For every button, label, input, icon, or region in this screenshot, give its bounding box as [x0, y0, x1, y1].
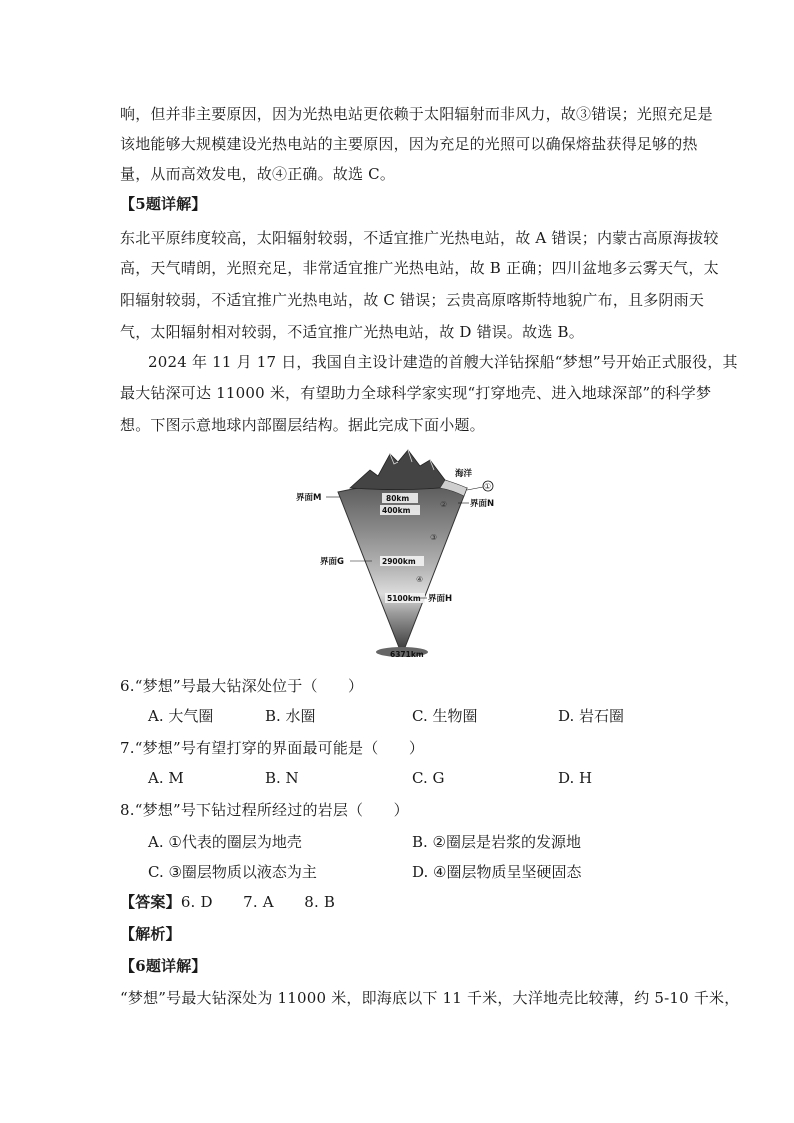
layer-2-marker: ② — [440, 500, 448, 509]
paragraph-line: 量，从而高效发电，故④正确。故选 C。 — [120, 165, 396, 183]
boundary-h-label: 界面H — [428, 594, 453, 604]
question-7-stem: 7.“梦想”号有望打穿的界面最可能是（ ） — [120, 739, 425, 757]
question-7-option-a: A. M — [148, 769, 184, 787]
question-8-option-a: A. ①代表的圈层为地壳 — [148, 833, 302, 851]
question-7-option-b: B. N — [265, 769, 299, 787]
intro-line: 想。下图示意地球内部圈层结构。据此完成下面小题。 — [120, 416, 485, 434]
paragraph-line: 高，天气晴朗，光照充足，非常适宜推广光热电站，故 B 正确；四川盆地多云雾天气，太 — [120, 259, 719, 277]
question-8-option-c: C. ③圈层物质以液态为主 — [148, 863, 317, 881]
question-8-stem: 8.“梦想”号下钻过程所经过的岩层（ ） — [120, 801, 409, 819]
answer-text: 6. D 7. A 8. B — [180, 893, 336, 911]
depth-2900-label: 2900km — [382, 557, 416, 566]
boundary-m-label: 界面M — [296, 493, 322, 503]
question-8-option-b: B. ②圈层是岩浆的发源地 — [412, 833, 582, 851]
question-7-option-c: C. G — [412, 769, 445, 787]
layer-4-marker: ④ — [416, 575, 424, 584]
intro-line: 2024 年 11 月 17 日，我国自主设计建造的首艘大洋钻探船“梦想”号开始正式服役，其 — [148, 353, 738, 371]
depth-400-label: 400km — [382, 506, 411, 515]
earth-interior-diagram — [280, 440, 520, 665]
layer-1-marker: ① — [484, 482, 492, 491]
analysis-heading: 【解析】 — [120, 925, 181, 943]
depth-6371-label: 6371km — [390, 650, 424, 659]
paragraph-line: “梦想”号最大钻深处为 11000 米，即海底以下 11 千米，大洋地壳比较薄，约 5-10 千米， — [120, 989, 740, 1007]
boundary-g-label: 界面G — [320, 557, 344, 567]
intro-line: 最大钻深可达 11000 米，有望助力全球科学家实现“打穿地壳、进入地球深部”的科学梦 — [120, 384, 712, 402]
paragraph-line: 气，太阳辐射相对较弱，不适宜推广光热电站，故 D 错误。故选 B。 — [120, 323, 584, 341]
depth-5100-label: 5100km — [387, 594, 421, 603]
paragraph-line: 东北平原纬度较高，太阳辐射较弱，不适宜推广光热电站，故 A 错误；内蒙古高原海拔较 — [120, 229, 719, 247]
ocean-label: 海洋 — [455, 469, 473, 479]
question-7-option-d: D. H — [558, 769, 593, 787]
section-heading: 【5题详解】 — [120, 195, 207, 213]
question-6-option-b: B. 水圈 — [265, 707, 316, 725]
depth-80-label: 80km — [386, 494, 410, 503]
answer-label: 【答案】 — [120, 893, 181, 911]
question-6-option-a: A. 大气圈 — [148, 707, 214, 725]
paragraph-line: 阳辐射较弱，不适宜推广光热电站，故 C 错误；云贵高原喀斯特地貌广布，且多阴雨天 — [120, 291, 705, 309]
question-6-option-d: D. 岩石圈 — [558, 707, 625, 725]
section-heading: 【6题详解】 — [120, 957, 207, 975]
layer-3-marker: ③ — [430, 533, 438, 542]
question-6-stem: 6.“梦想”号最大钻深处位于（ ） — [120, 677, 364, 695]
paragraph-line: 响，但并非主要原因，因为光热电站更依赖于太阳辐射而非风力，故③错误；光照充足是 — [120, 105, 713, 123]
answer-line — [120, 892, 680, 912]
boundary-n-label: 界面N — [470, 499, 495, 509]
question-6-option-c: C. 生物圈 — [412, 707, 478, 725]
paragraph-line: 该地能够大规模建设光热电站的主要原因，因为充足的光照可以确保熔盐获得足够的热 — [120, 135, 698, 153]
question-8-option-d: D. ④圈层物质呈坚硬固态 — [412, 863, 582, 881]
